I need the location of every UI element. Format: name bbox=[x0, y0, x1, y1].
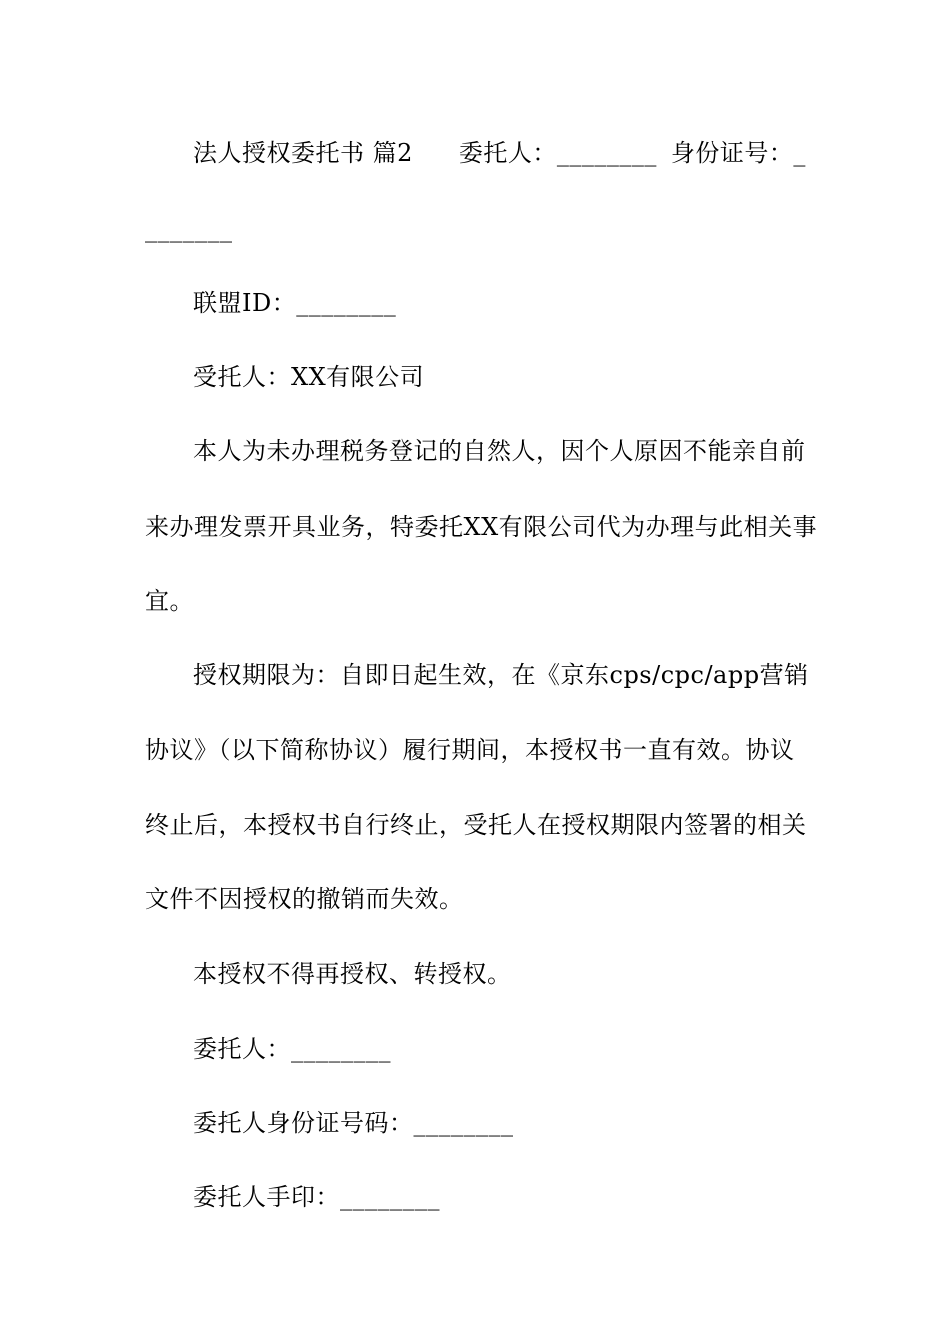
document-title: 法人授权委托书 篇2 bbox=[193, 139, 413, 167]
paragraph-1-line-2: 来办理发票开具业务，特委托XX有限公司代为办理与此相关事 bbox=[145, 513, 818, 541]
paragraph-2-line-3: 终止后，本授权书自行终止，受托人在授权期限内签署的相关 bbox=[145, 811, 807, 839]
principal-field: 委托人：________ bbox=[458, 139, 657, 167]
signature-handprint-field: 委托人手印：________ bbox=[193, 1183, 440, 1211]
paragraph-1-line-1: 本人为未办理税务登记的自然人，因个人原因不能亲自前 bbox=[193, 437, 806, 465]
signature-id-number-field: 委托人身份证号码：________ bbox=[193, 1109, 514, 1137]
id-number-continuation: _______ bbox=[145, 215, 233, 243]
paragraph-1-line-3: 宜。 bbox=[145, 587, 194, 615]
alliance-id-field: 联盟ID：________ bbox=[193, 289, 397, 317]
paragraph-2-line-1: 授权期限为：自即日起生效，在《京东cps/cpc/app营销 bbox=[193, 661, 809, 689]
header-line bbox=[193, 138, 873, 168]
paragraph-2-line-4: 文件不因授权的撤销而失效。 bbox=[145, 885, 464, 913]
paragraph-2-line-2: 协议》（以下简称协议）履行期间，本授权书一直有效。协议 bbox=[145, 736, 795, 764]
signature-principal-field: 委托人：________ bbox=[193, 1035, 391, 1063]
trustee-line: 受托人：XX有限公司 bbox=[193, 363, 425, 391]
id-number-field: 身份证号：_ bbox=[670, 139, 806, 167]
no-sub-authorization-line: 本授权不得再授权、转授权。 bbox=[193, 960, 512, 988]
